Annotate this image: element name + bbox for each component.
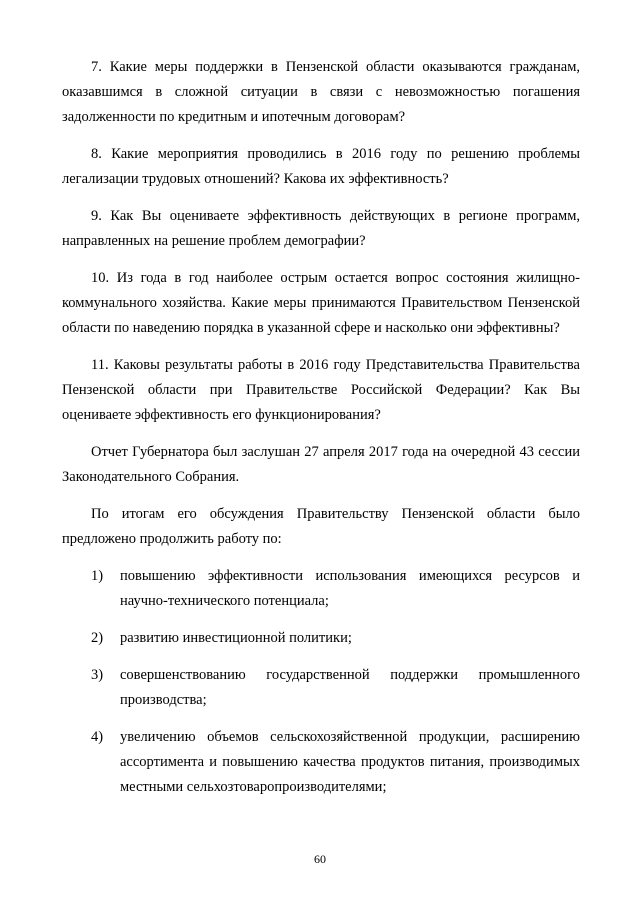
paragraph-question-9: 9. Как Вы оцениваете эффективность действующих в регионе программ, направленных на решение проблем демографии?	[62, 208, 580, 249]
list-item-text: развитию инвестиционной политики;	[120, 630, 352, 646]
document-body	[62, 55, 580, 812]
paragraph-question-7: 7. Какие меры поддержки в Пензенской области оказываются гражданам, оказавшимся в сложной ситуации в связи с невозможностью погашения задолженности по кредитным и ипотечным договорам?	[62, 59, 580, 125]
paragraph-report-heard: Отчет Губернатора был заслушан 27 апреля 2017 года на очередной 43 сессии Законодательного Собрания.	[62, 444, 580, 485]
list-item-number: 2)	[91, 630, 104, 646]
paragraph-results-intro: По итогам его обсуждения Правительству Пензенской области было предложено продолжить работу по:	[62, 506, 580, 547]
paragraph-question-8: 8. Какие мероприятия проводились в 2016 году по решению проблемы легализации трудовых отношений? Какова их эффективность?	[62, 146, 580, 187]
list-item-number: 4)	[91, 729, 104, 745]
proposals-list	[62, 564, 580, 800]
page-number: 60	[314, 852, 326, 866]
list-item	[62, 564, 580, 614]
list-item-number: 1)	[91, 568, 104, 584]
list-item-text: повышению эффективности использования имеющихся ресурсов и научно-технического потенциала;	[120, 568, 580, 609]
list-item-text: увеличению объемов сельскохозяйственной продукции, расширению ассортимента и повышению качества продуктов питания, производимых местными сельхозтоваропроизводителями;	[120, 729, 580, 795]
paragraph-question-11: 11. Каковы результаты работы в 2016 году Представительства Правительства Пензенской области при Правительстве Российской Федерации? Как Вы оцениваете эффективность его функционирования?	[62, 357, 580, 423]
list-item	[62, 725, 580, 800]
list-item-text: совершенствованию государственной поддержки промышленного производства;	[120, 667, 580, 708]
list-item	[62, 626, 580, 651]
list-item	[62, 663, 580, 713]
list-item-number: 3)	[91, 667, 104, 683]
paragraph-question-10: 10. Из года в год наиболее острым остается вопрос состояния жилищно-коммунального хозяйства. Какие меры принимаются Правительством Пензенской области по наведению порядка в указанной сфере и насколько они эффективны?	[62, 270, 580, 336]
